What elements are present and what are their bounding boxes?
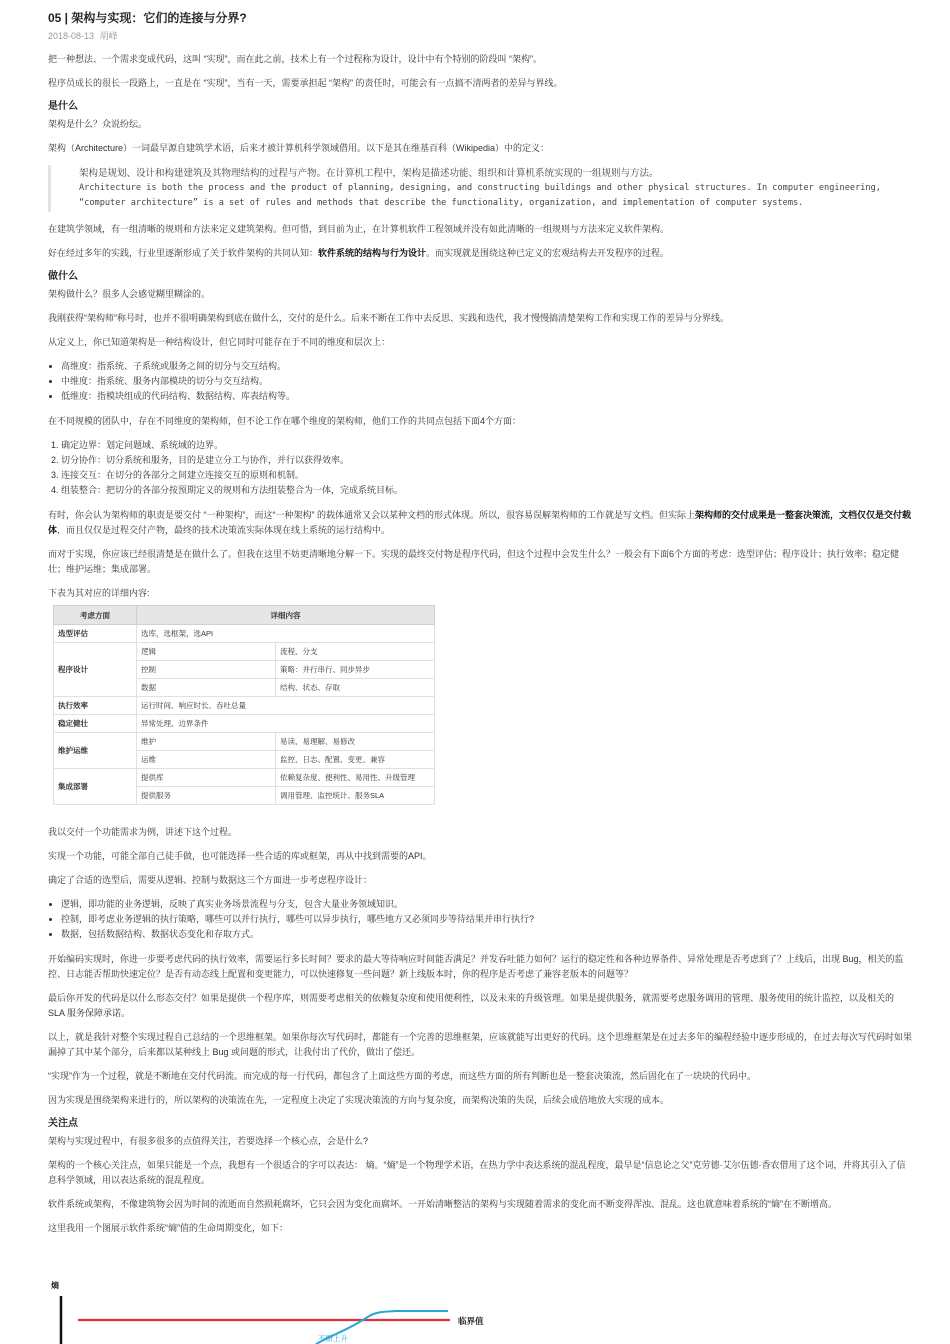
table-row	[54, 643, 435, 661]
table-cell: 提供服务	[137, 787, 276, 805]
text: 有时，你会认为架构师的职责是要交付 “一种架构”，而这“一种架构” 的载体通常又会以某种文档的形式体现。所以，很容易误解架构师的工作就是写文档。但实际上	[48, 510, 695, 520]
paragraph: 因为实现是围绕架构来进行的，所以架构的决策流在先，一定程度上决定了实现决策流的方向与复杂度，而架构决策的失误，后续会成倍地放大实现的成本。	[48, 1095, 670, 1105]
article-date: 2018-08-13	[48, 31, 95, 41]
table-cell: 维护运维	[54, 733, 137, 769]
section-heading-focus: 关注点	[48, 1118, 78, 1129]
table-cell: 易读、易理解、易修改	[276, 733, 435, 751]
emphasis: 软件系统的结构与行为设计	[318, 248, 427, 258]
table-cell: 流程、分支	[276, 643, 435, 661]
table-header-row	[54, 606, 435, 625]
paragraph	[48, 246, 912, 261]
table-cell: 策略：并行串行、同步异步	[276, 661, 435, 679]
list-item: • 低维度：指模块组成的代码结构、数据结构、库表结构等。	[61, 389, 912, 404]
table-cell: 控制	[137, 661, 276, 679]
table-header: 详细内容	[137, 606, 435, 625]
text: 。而实现就是围绕这种已定义的宏观结构去开发程序的过程。	[426, 248, 670, 258]
table-cell: 调用管理、监控统计、服务SLA	[276, 787, 435, 805]
table-row	[54, 697, 435, 715]
paragraph: 这里我用一个图展示软件系统“熵”值的生命周期变化，如下：	[48, 1223, 288, 1233]
paragraph: 而对于实现，你应该已经很清楚是在做什么了。但我在这里不妨更清晰地分解一下。实现的最终交付物是程序代码，但这个过程中会发生什么？一般会有下面6个方面的考虑：选型评估；程序设计；执行效率；稳定健壮；维护运维；集成部署。	[48, 549, 900, 574]
quote-line: “computer architecture” is a set of rules and methods that describe the functionality, organization, and implementation of computer systems.	[79, 198, 804, 208]
list-item: 1. 确定边界：划定问题域、系统域的边界。	[61, 438, 912, 453]
list-item: • 中维度：指系统、服务内部模块的切分与交互结构。	[61, 374, 912, 389]
paragraph: 架构是什么？众说纷纭。	[48, 119, 148, 129]
paragraph: 架构（Architecture）一词最早源自建筑学术语，后来才被计算机科学领域借用。以下是其在维基百科（Wikipedia）中的定义：	[48, 143, 550, 153]
intro-paragraph-1: 把一种想法、一个需求变成代码，这叫 “实现”，而在此之前，技术上有一个过程称为设计，设计中有个特别的阶段叫 “架构”。	[48, 54, 542, 64]
text: ，而且仅仅是过程交付产物，最终的技术决策流实际体现在线上系统的运行结构中。	[57, 525, 391, 535]
paragraph: 架构与实现过程中，有很多很多的点值得关注，若要选择一个核心点，会是什么?	[48, 1136, 369, 1146]
paragraph: “实现”作为一个过程，就是不断地在交付代码流。而完成的每一行代码，都包含了上面这些方面的考虑，而这些方面的所有判断也是一整套决策流，然后固化在了一块块的代码中。	[48, 1071, 756, 1081]
table-row	[54, 625, 435, 643]
table-header: 考虑方面	[54, 606, 137, 625]
table-row	[54, 733, 435, 751]
table-cell: 运维	[137, 751, 276, 769]
paragraph: 从定义上，你已知道架构是一种结构设计，但它同时可能存在于不同的维度和层次上：	[48, 337, 391, 347]
list-item: • 数据，包括数据结构、数据状态变化和存取方式。	[61, 927, 912, 942]
table-cell: 逻辑	[137, 643, 276, 661]
table-cell: 选型评估	[54, 625, 137, 643]
table-cell: 结构、状态、存取	[276, 679, 435, 697]
quote-line: Architecture is both the process and the product of planning, designing, and constructing buildings and other physical structures. In computer engineering,	[79, 183, 881, 193]
list-item: • 高维度：指系统、子系统或服务之间的切分与交互结构。	[61, 359, 912, 374]
list-item: 4. 组装整合：把切分的各部分按预期定义的规则和方法组装整合为一体，完成系统目标。	[61, 483, 912, 498]
table-cell: 提供库	[137, 769, 276, 787]
paragraph: 软件系统或架构，不像建筑物会因为时间的流逝而自然损耗腐坏，它只会因为变化而腐坏。一开始清晰整洁的架构与实现随着需求的变化而不断变得浑浊、混乱。这也就意味着系统的“熵”在不断增高。	[48, 1199, 837, 1209]
detail-table	[53, 605, 435, 805]
quote-line: 架构是规划、设计和构建建筑及其物理结构的过程与产物。在计算机工程中，架构是描述功能、组织和计算机系统实现的一组规则与方法。	[79, 168, 659, 179]
table-cell: 程序设计	[54, 643, 137, 697]
paragraph: 下表为其对应的详细内容:	[48, 588, 150, 598]
wikipedia-quote	[48, 165, 912, 212]
paragraph: 在建筑学领域，有一组清晰的规则和方法来定义建筑架构。但可惜，到目前为止，在计算机软件工程领域并没有如此清晰的一组规则与方法来定义软件架构。	[48, 224, 670, 234]
intro-paragraph-2: 程序员成长的很长一段路上，一直是在 “实现”，当有一天，需要承担起 “架构” 的责任时，可能会有一点搞不清两者的差异与界线。	[48, 78, 563, 88]
levels-list	[48, 359, 912, 404]
emphasis: 架构师的交付成果是一整套决策流，文档仅仅是交付载体	[48, 510, 912, 535]
curve-label: 不断上升	[318, 1334, 348, 1343]
paragraph: 在不同规模的团队中，存在不同维度的架构师，但不论工作在哪个维度的架构师，他们工作的共同点包括下面4个方面：	[48, 416, 522, 426]
paragraph: 架构做什么？很多人会感觉糊里糊涂的。	[48, 289, 211, 299]
paragraph: 我刚获得“架构师”称号时，也并不很明确架构到底在做什么，交付的是什么。后来不断在工作中去反思、实践和迭代，我才慢慢搞清楚架构工作和实现工作的差异与分界线。	[48, 313, 729, 323]
table-cell: 监控、日志、配置、变更、兼容	[276, 751, 435, 769]
aspects-list	[48, 897, 912, 942]
table-cell: 数据	[137, 679, 276, 697]
paragraph: 以上，就是我针对整个实现过程自己总结的一个思维框架。如果你每次写代码时，都能有一个完善的思维框架，应该就能写出更好的代码。这个思维框架是在过去多年的编程经验中逐步形成的，在过去每次写代码时如果漏掉了其中某个部分，后来都以某种线上 Bug 或问题的形式，让我付出了代价，做出了偿还。	[48, 1032, 913, 1057]
paragraph: 我以交付一个功能需求为例，讲述下这个过程。	[48, 827, 238, 837]
article-author[interactable]: 胡峰	[99, 31, 118, 41]
table-cell: 稳定健壮	[54, 715, 137, 733]
steps-list	[48, 438, 912, 498]
paragraph: 实现一个功能，可能全部自己徒手做，也可能选择一些合适的库或框架，再从中找到需要的API。	[48, 851, 432, 861]
list-item: • 控制，即考虑业务逻辑的执行策略，哪些可以并行执行，哪些可以异步执行，哪些地方又必须同步等待结果并串行执行?	[61, 912, 912, 927]
article	[48, 8, 912, 1245]
table-cell: 执行效率	[54, 697, 137, 715]
paragraph: 架构的一个核心关注点，如果只能是一个点，我想有一个很适合的字可以表达： 熵。“熵”是一个物理学术语，在热力学中表达系统的混乱程度，最早是“信息论之父”克劳德·艾尔伍德·香农借用了这个词，并将其引入了信息科学领域，用以表达系统的混乱程度。	[48, 1160, 906, 1185]
list-item: 2. 切分协作：切分系统和服务，目的是建立分工与协作，并行以获得效率。	[61, 453, 912, 468]
table-cell: 选库，选框架，选API	[137, 625, 435, 643]
y-axis-label: 熵	[51, 1281, 59, 1290]
paragraph: 确定了合适的选型后，需要从逻辑、控制与数据这三个方面进一步考虑程序设计：	[48, 875, 373, 885]
paragraph: 最后你开发的代码是以什么形态交付？如果是提供一个程序库，则需要考虑相关的依赖复杂度和使用便利性，以及未来的升级管理。如果是提供服务，就需要考虑服务调用的管理、服务使用的统计监控，以及相关的 SLA 服务保障承诺。	[48, 993, 895, 1018]
paragraph: 开始编码实现时，你进一步要考虑代码的执行效率，需要运行多长时间？要求的最大等待响应时间能否满足？并发吞吐能力如何？运行的稳定性和各种边界条件、异常处理是否考虑到了？上线后，出现 Bug，相关的监控、日志能否帮助快速定位？是否有动态线上配置和变更能力，可以快速修复一些问题？新上线版本时，你的程序是否考虑了兼容老版本的问题等？	[48, 954, 904, 979]
text: 好在经过多年的实践，行业里逐渐形成了关于软件架构的共同认知：	[48, 248, 319, 258]
section-heading-what: 是什么	[48, 101, 78, 112]
list-item: 3. 连接交互：在切分的各部分之间建立连接交互的原则和机制。	[61, 468, 912, 483]
table-cell: 集成部署	[54, 769, 137, 805]
table-row	[54, 715, 435, 733]
threshold-label: 临界值	[458, 1316, 484, 1326]
article-meta	[48, 29, 912, 42]
article-title: 05 | 架构与实现：它们的连接与分界?	[48, 11, 247, 25]
table-cell: 运行时间、响应时长、吞吐总量	[137, 697, 435, 715]
section-heading-do: 做什么	[48, 271, 78, 282]
table-row	[54, 769, 435, 787]
table-cell: 异常处理、边界条件	[137, 715, 435, 733]
list-item: • 逻辑，即功能的业务逻辑，反映了真实业务场景流程与分支，包含大量业务领域知识。	[61, 897, 912, 912]
entropy-chart	[48, 1278, 548, 1344]
paragraph	[48, 508, 912, 538]
table-cell: 依赖复杂度、便利性、易用性、升级管理	[276, 769, 435, 787]
table-cell: 维护	[137, 733, 276, 751]
